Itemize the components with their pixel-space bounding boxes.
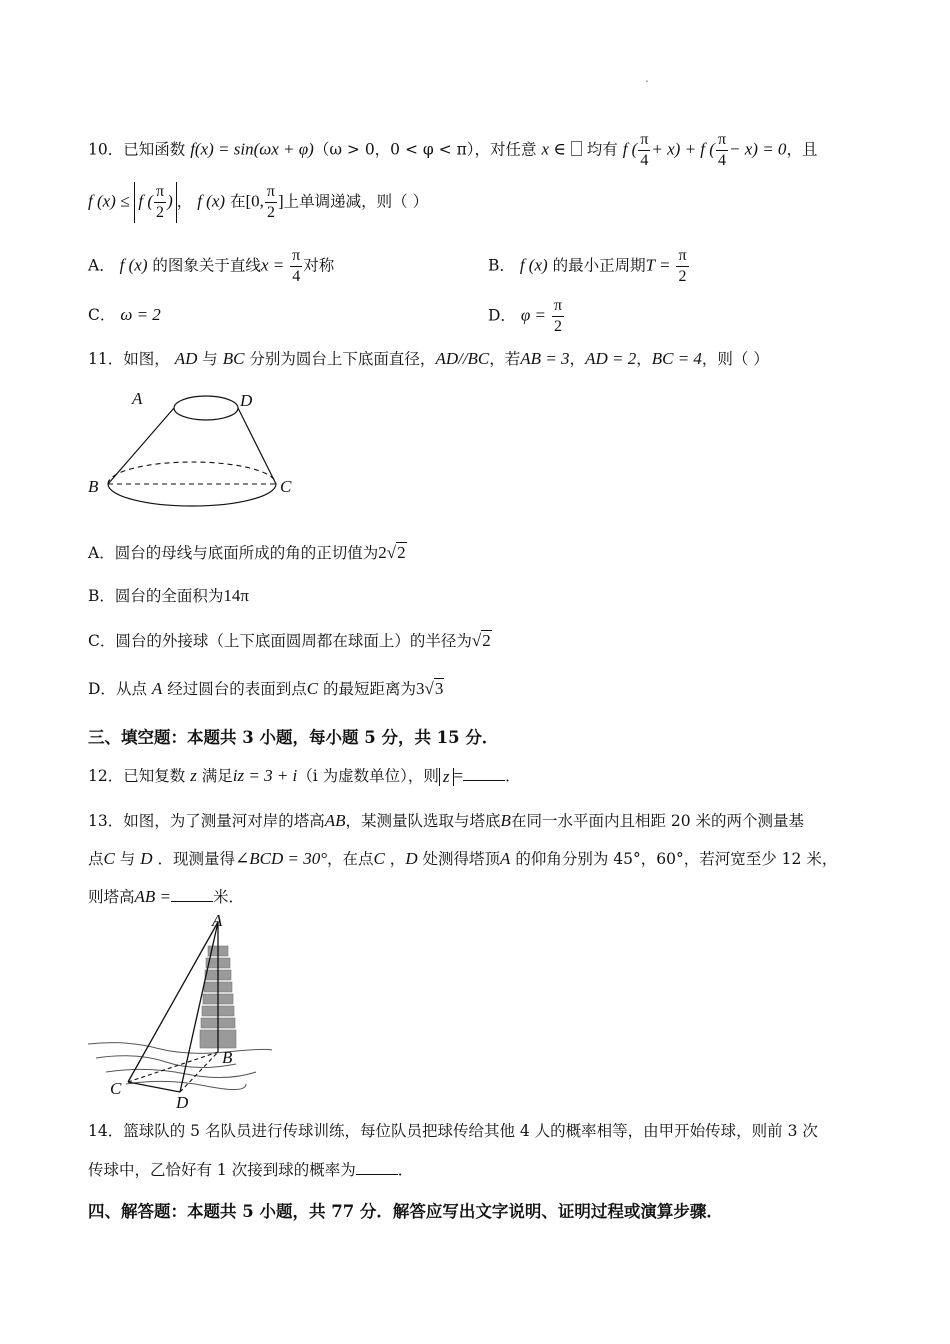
tower-figure	[86, 912, 276, 1112]
q10-prompt: 上单调递减，则（ ）	[283, 192, 429, 211]
q10-line1	[88, 130, 817, 171]
section-3-heading: 三、填空题：本题共 3 小题，每小题 5 分，共 15 分．	[88, 728, 499, 747]
frustum-figure	[80, 382, 310, 524]
fig-label-b: B	[222, 1048, 233, 1067]
q14-line1: 14．篮球队的 5 名队员进行传球训练，每位队员把球传给其他 4 人的概率相等，由甲开始传球，则前 3 次	[88, 1122, 818, 1140]
q10-text-2: 均有	[586, 140, 618, 159]
pi-over-2-b: $\frac{\pi}{2}$	[266, 183, 275, 221]
q14-line2: 传球中，乙恰好有 1 次接到球的概率为 ．	[88, 1161, 414, 1179]
q10-option-a: A． f (x) 的图象关于直线x = $\frac{\pi}{4}$ 对称	[88, 247, 335, 285]
fig-label-c: C	[110, 1079, 122, 1098]
pi-over-2: $\frac{\pi}{2}$	[156, 183, 165, 221]
q10-number: 10．	[88, 140, 124, 159]
q10-domain: x ∈	[541, 139, 566, 159]
pi-over-4: $\frac{\pi}{4}$	[640, 131, 649, 169]
q10-text-3: ，且	[786, 140, 818, 159]
header-dot: .	[645, 71, 649, 85]
q11-option-c: C．圆台的外接球（上下底面圆周都在球面上）的半径为√2	[88, 631, 491, 650]
missing-glyph-icon	[571, 141, 582, 156]
abs-bars: f ( $\frac{\pi}{2}$ )	[134, 182, 176, 223]
fig-label-d: D	[176, 1093, 189, 1112]
q11-stem: 11．如图， AD 与 BC 分别为圆台上下底面直径，AD//BC，若AB = 3，AD = 2，BC = 4，则（ ）	[88, 349, 769, 368]
answer-blank	[463, 766, 505, 781]
q10-fx: f (x)	[197, 191, 226, 211]
pi-over-4-b: $\frac{\pi}{4}$	[717, 131, 727, 169]
fig-label-b: B	[88, 477, 99, 496]
q10-eq-part1: f (	[622, 139, 638, 159]
q13-line1: 13．如图，为了测量河对岸的塔高AB，某测量队选取与塔底B在同一水平面内且相距 20 米的两个测量基	[88, 811, 805, 830]
fig-label-d: D	[240, 391, 253, 410]
q10-line2: f (x) ≤ f ( $\frac{\pi}{2}$ ) ， f (x) 在[0, $\frac{\pi}{2}$ ]上单调递减，则（ ）	[88, 183, 429, 221]
q10-eq-part3: − x) = 0	[729, 139, 787, 159]
q10-condition: （ω > 0，0 < φ < π），对任意	[313, 140, 537, 159]
q13-line3: 则塔高AB = 米．	[88, 887, 245, 906]
section-4-heading: 四、解答题：本题共 5 小题，共 77 分．解答应写出文字说明、证明过程或演算步骤．	[88, 1202, 723, 1221]
q10-option-d: D． φ = $\frac{\pi}{2}$	[488, 297, 563, 335]
q11-option-b: B．圆台的全面积为14π	[88, 586, 249, 605]
q11-option-d: D．从点 A 经过圆台的表面到点C 的最短距离为3√3	[88, 679, 444, 698]
q13-line2: 点C 与 D ．现测量得∠BCD = 30°，在点C ，D 处测得塔顶A 的仰角分别为 45°，60°，若河宽至少 12 米，	[88, 849, 838, 868]
answer-blank	[171, 887, 213, 902]
fig-label-a: A	[132, 389, 143, 408]
q10-text: 已知函数	[123, 140, 186, 159]
answer-blank	[356, 1160, 398, 1175]
q10-option-c: C． ω = 2	[88, 305, 161, 324]
q10-option-b: B． f (x) 的最小正周期T = $\frac{\pi}{2}$	[488, 247, 687, 285]
q10-function: f(x) = sin(ωx + φ)	[190, 139, 314, 159]
q10-ineq: f (x) ≤	[88, 191, 130, 211]
q11-option-a: A．圆台的母线与底面所成的角的正切值为2√2	[88, 543, 406, 562]
fig-label-c: C	[280, 477, 292, 496]
fig-label-a: A	[212, 912, 223, 930]
q10-eq-part2: + x) + f (	[651, 139, 715, 159]
q12: 12．已知复数 z 满足iz = 3 + i（i 为虚数单位），则 z = ．	[88, 766, 521, 787]
interval: [0,	[245, 191, 264, 211]
